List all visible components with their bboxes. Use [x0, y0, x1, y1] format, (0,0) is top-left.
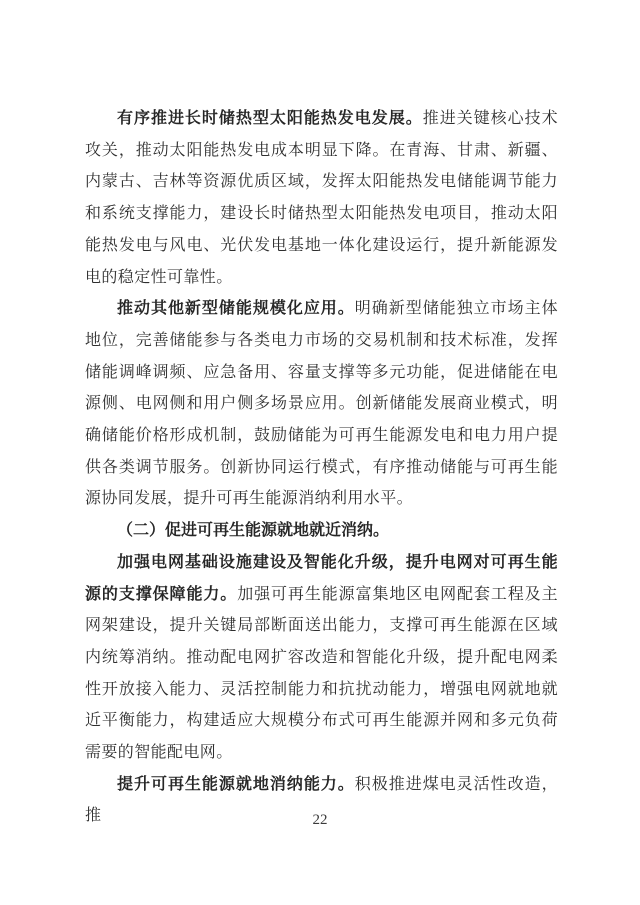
- paragraph-grid-infrastructure: [85, 547, 558, 769]
- section-heading-local-consumption: （二）促进可再生能源就地就近消纳。: [117, 522, 390, 540]
- paragraph-lead-sentence: 提升可再生能源就地消纳能力。: [117, 775, 355, 793]
- paragraph-body-text: 明确新型储能独立市场主体地位，完善储能参与各类电力市场的交易机制和技术标准，发挥储能调峰调频、应急备用、容量支撑等多元功能，促进储能在电源侧、电网侧和用户侧多场景应用。创新储能发展商业模式，明确储能价格形成机制，鼓励储能为可再生能源发电和电力用户提供各类调节服务。创新协同运行模式，有序推动储能与可再生能源协同发展，提升可再生能源消纳利用水平。: [85, 300, 558, 508]
- paragraph-solar-thermal: [85, 103, 558, 293]
- paragraph-body-text: 加强可再生能源富集地区电网配套工程及主网架建设，提升关键局部断面送出能力，支撑可再生能源在区域内统筹消纳。推动配电网扩容改造和智能化升级，提升配电网柔性开放接入能力、灵活控制能力和抗扰动能力，增强电网就地就近平衡能力，构建适应大规模分布式可再生能源并网和多元负荷需要的智能配电网。: [85, 585, 558, 762]
- paragraph-lead-sentence: 有序推进长时储热型太阳能热发电发展。: [117, 110, 423, 127]
- paragraph-body-text: 积极推进煤电灵活性改造，推: [85, 775, 558, 825]
- page-number: 22: [312, 812, 328, 828]
- paragraph-energy-storage: [85, 293, 558, 515]
- paragraph-lead-sentence: 推动其他新型储能规模化应用。: [117, 300, 355, 318]
- paragraph-body-text: 推进关键核心技术攻关，推动太阳能热发电成本明显下降。在青海、甘肃、新疆、内蒙古、吉林等资源优质区域，发挥太阳能热发电储能调节能力和系统支撑能力，建设长时储热型太阳能热发电项目，推动太阳能热发电与风电、光伏发电基地一体化建设运行，提升新能源发电的稳定性可靠性。: [85, 110, 559, 286]
- paragraph-lead-sentence: 加强电网基础设施建设及智能化升级，提升电网对可再生能源的支撑保障能力。: [85, 553, 558, 603]
- text-block: [85, 103, 558, 832]
